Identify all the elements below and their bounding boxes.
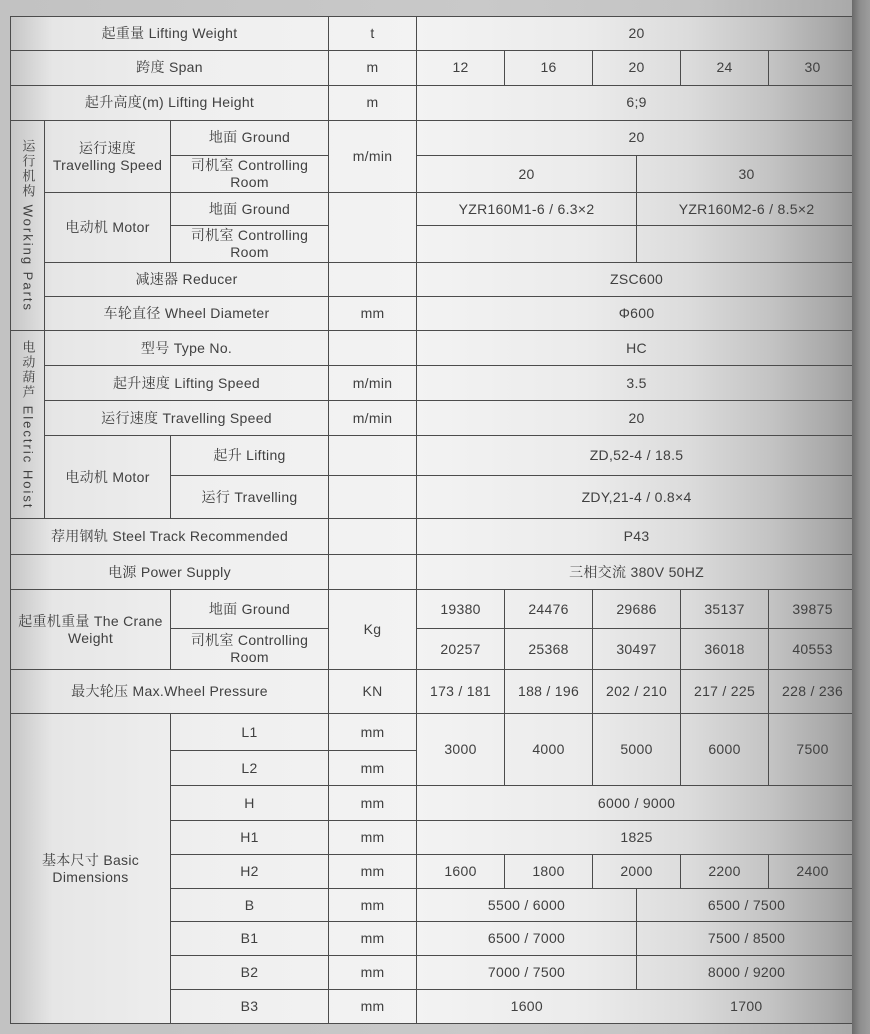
row-power-supply: [11, 555, 857, 590]
section-working-parts: [11, 121, 45, 331]
wp-motor-room-label: 司机室 Controlling Room: [171, 226, 329, 263]
max-wheel-pressure-value: 188 / 196: [505, 670, 593, 714]
lifting-height-label: 起升高度(m) Lifting Height: [11, 86, 329, 121]
row-wp-ts-ground: [11, 121, 857, 156]
wp-motor-ground-label: 地面 Ground: [171, 193, 329, 226]
span-unit: m: [329, 51, 417, 86]
eh-lifting-speed-unit: m/min: [329, 366, 417, 401]
dim-l-value: 6000: [681, 714, 769, 786]
row-crane-weight-ground: [11, 590, 857, 629]
dim-h1-unit: mm: [329, 821, 417, 855]
max-wheel-pressure-value: 217 / 225: [681, 670, 769, 714]
crane-weight-ground-label: 地面 Ground: [171, 590, 329, 629]
dim-l-value: 3000: [417, 714, 505, 786]
row-dim-l1: [11, 714, 857, 751]
dim-b3-unit: mm: [329, 990, 417, 1024]
eh-travelling-speed-label: 运行速度 Travelling Speed: [45, 401, 329, 436]
wp-motor-label: 电动机 Motor: [45, 193, 171, 263]
eh-motor-lifting-unit-empty: [329, 436, 417, 476]
eh-type-label: 型号 Type No.: [45, 331, 329, 366]
dim-b2-value: 7000 / 7500: [417, 956, 637, 990]
wheel-diameter-value: Φ600: [417, 297, 857, 331]
dim-h-label: H: [171, 786, 329, 821]
row-lifting-weight: [11, 17, 857, 51]
eh-type-unit-empty: [329, 331, 417, 366]
dim-b3-value: 1700: [730, 998, 763, 1015]
dim-h1-value: 1825: [417, 821, 857, 855]
eh-motor-travelling-label: 运行 Travelling: [171, 476, 329, 519]
dim-l-value: 5000: [593, 714, 681, 786]
span-value: 12: [417, 51, 505, 86]
eh-lifting-speed-label: 起升速度 Lifting Speed: [45, 366, 329, 401]
dim-b3-label: B3: [171, 990, 329, 1024]
eh-travelling-speed-value: 20: [417, 401, 857, 436]
wp-travelling-speed-label: 运行速度 Travelling Speed: [45, 121, 171, 193]
lifting-weight-unit: t: [329, 17, 417, 51]
crane-weight-room-value: 36018: [681, 629, 769, 670]
section-electric-hoist: [11, 331, 45, 519]
dim-h-unit: mm: [329, 786, 417, 821]
span-value: 30: [769, 51, 857, 86]
dim-l2-unit: mm: [329, 751, 417, 786]
wp-ts-ground-label: 地面 Ground: [171, 121, 329, 156]
wheel-diameter-label: 车轮直径 Wheel Diameter: [45, 297, 329, 331]
span-value: 16: [505, 51, 593, 86]
dim-h2-value: 2200: [681, 855, 769, 889]
dim-b-label: B: [171, 889, 329, 922]
row-reducer: [11, 263, 857, 297]
section-electric-hoist-label: 电动葫芦 Electric Hoist: [20, 340, 36, 510]
crane-weight-room-value: 25368: [505, 629, 593, 670]
crane-weight-ground-value: 39875: [769, 590, 857, 629]
wp-ts-room-label: 司机室 Controlling Room: [171, 156, 329, 193]
dim-h2-value: 2400: [769, 855, 857, 889]
basic-dimensions-label: 基本尺寸 Basic Dimensions: [11, 714, 171, 1024]
dim-l1-unit: mm: [329, 714, 417, 751]
lifting-height-value: 6;9: [417, 86, 857, 121]
dim-h-value: 6000 / 9000: [417, 786, 857, 821]
wheel-diameter-unit: mm: [329, 297, 417, 331]
row-span: [11, 51, 857, 86]
dim-b1-unit: mm: [329, 922, 417, 956]
crane-weight-unit: Kg: [329, 590, 417, 670]
row-eh-type: [11, 331, 857, 366]
dim-b1-value: 7500 / 8500: [637, 922, 857, 956]
dim-l-value: 7500: [769, 714, 857, 786]
crane-weight-room-value: 40553: [769, 629, 857, 670]
row-eh-lifting-speed: [11, 366, 857, 401]
page-edge-shadow: [852, 0, 870, 1034]
reducer-unit-empty: [329, 263, 417, 297]
lifting-weight-label: 起重量 Lifting Weight: [11, 17, 329, 51]
lifting-height-unit: m: [329, 86, 417, 121]
row-wp-motor-ground: [11, 193, 857, 226]
dim-h1-label: H1: [171, 821, 329, 855]
max-wheel-pressure-label: 最大轮压 Max.Wheel Pressure: [11, 670, 329, 714]
dim-b2-value: 8000 / 9200: [637, 956, 857, 990]
row-eh-travelling-speed: [11, 401, 857, 436]
dim-b1-label: B1: [171, 922, 329, 956]
dim-b2-label: B2: [171, 956, 329, 990]
eh-lifting-speed-value: 3.5: [417, 366, 857, 401]
dim-h2-value: 1800: [505, 855, 593, 889]
dim-b1-value: 6500 / 7000: [417, 922, 637, 956]
wp-motor-ground-value: YZR160M1-6 / 6.3×2: [417, 193, 637, 226]
eh-motor-label: 电动机 Motor: [45, 436, 171, 519]
wp-ts-room-value: 30: [637, 156, 857, 193]
max-wheel-pressure-value: 228 / 236: [769, 670, 857, 714]
wp-ts-room-value: 20: [417, 156, 637, 193]
dim-h2-unit: mm: [329, 855, 417, 889]
max-wheel-pressure-value: 173 / 181: [417, 670, 505, 714]
span-value: 20: [593, 51, 681, 86]
wp-motor-ground-value: YZR160M2-6 / 8.5×2: [637, 193, 857, 226]
power-supply-label: 电源 Power Supply: [11, 555, 329, 590]
max-wheel-pressure-value: 202 / 210: [593, 670, 681, 714]
steel-track-value: P43: [417, 519, 857, 555]
dim-l2-label: L2: [171, 751, 329, 786]
power-supply-unit-empty: [329, 555, 417, 590]
dim-h2-value: 1600: [417, 855, 505, 889]
steel-track-unit-empty: [329, 519, 417, 555]
eh-motor-lifting-label: 起升 Lifting: [171, 436, 329, 476]
wp-ts-ground-value: 20: [417, 121, 857, 156]
dim-l-value: 4000: [505, 714, 593, 786]
wp-motor-room-value-empty: [637, 226, 857, 263]
wp-ts-unit: m/min: [329, 121, 417, 193]
span-value: 24: [681, 51, 769, 86]
wp-motor-room-value-empty: [417, 226, 637, 263]
row-steel-track: [11, 519, 857, 555]
crane-weight-room-value: 30497: [593, 629, 681, 670]
dim-b3-value: 1600: [510, 998, 543, 1015]
steel-track-label: 荐用钢轨 Steel Track Recommended: [11, 519, 329, 555]
dim-h2-label: H2: [171, 855, 329, 889]
reducer-label: 减速器 Reducer: [45, 263, 329, 297]
eh-motor-lifting-value: ZD,52-4 / 18.5: [417, 436, 857, 476]
crane-weight-room-label: 司机室 Controlling Room: [171, 629, 329, 670]
section-working-parts-label: 运行机构 Working Parts: [20, 139, 36, 313]
crane-weight-ground-value: 29686: [593, 590, 681, 629]
row-eh-motor-lifting: [11, 436, 857, 476]
crane-weight-ground-value: 24476: [505, 590, 593, 629]
lifting-weight-value: 20: [417, 17, 857, 51]
crane-weight-ground-value: 35137: [681, 590, 769, 629]
crane-weight-ground-value: 19380: [417, 590, 505, 629]
reducer-value: ZSC600: [417, 263, 857, 297]
eh-type-value: HC: [417, 331, 857, 366]
power-supply-value: 三相交流 380V 50HZ: [417, 555, 857, 590]
dim-b-unit: mm: [329, 889, 417, 922]
eh-motor-travelling-unit-empty: [329, 476, 417, 519]
crane-weight-room-value: 20257: [417, 629, 505, 670]
row-lifting-height: [11, 86, 857, 121]
dim-b-value: 6500 / 7500: [637, 889, 857, 922]
row-wheel-diameter: [11, 297, 857, 331]
crane-spec-table: [10, 16, 857, 1024]
max-wheel-pressure-unit: KN: [329, 670, 417, 714]
dim-l1-label: L1: [171, 714, 329, 751]
row-max-wheel-pressure: [11, 670, 857, 714]
dim-h2-value: 2000: [593, 855, 681, 889]
crane-weight-label: 起重机重量 The Crane Weight: [11, 590, 171, 670]
dim-b2-unit: mm: [329, 956, 417, 990]
dim-b3-values: [417, 990, 857, 1024]
wp-motor-unit-empty: [329, 193, 417, 263]
dim-b-value: 5500 / 6000: [417, 889, 637, 922]
eh-motor-travelling-value: ZDY,21-4 / 0.8×4: [417, 476, 857, 519]
span-label: 跨度 Span: [11, 51, 329, 86]
eh-travelling-speed-unit: m/min: [329, 401, 417, 436]
